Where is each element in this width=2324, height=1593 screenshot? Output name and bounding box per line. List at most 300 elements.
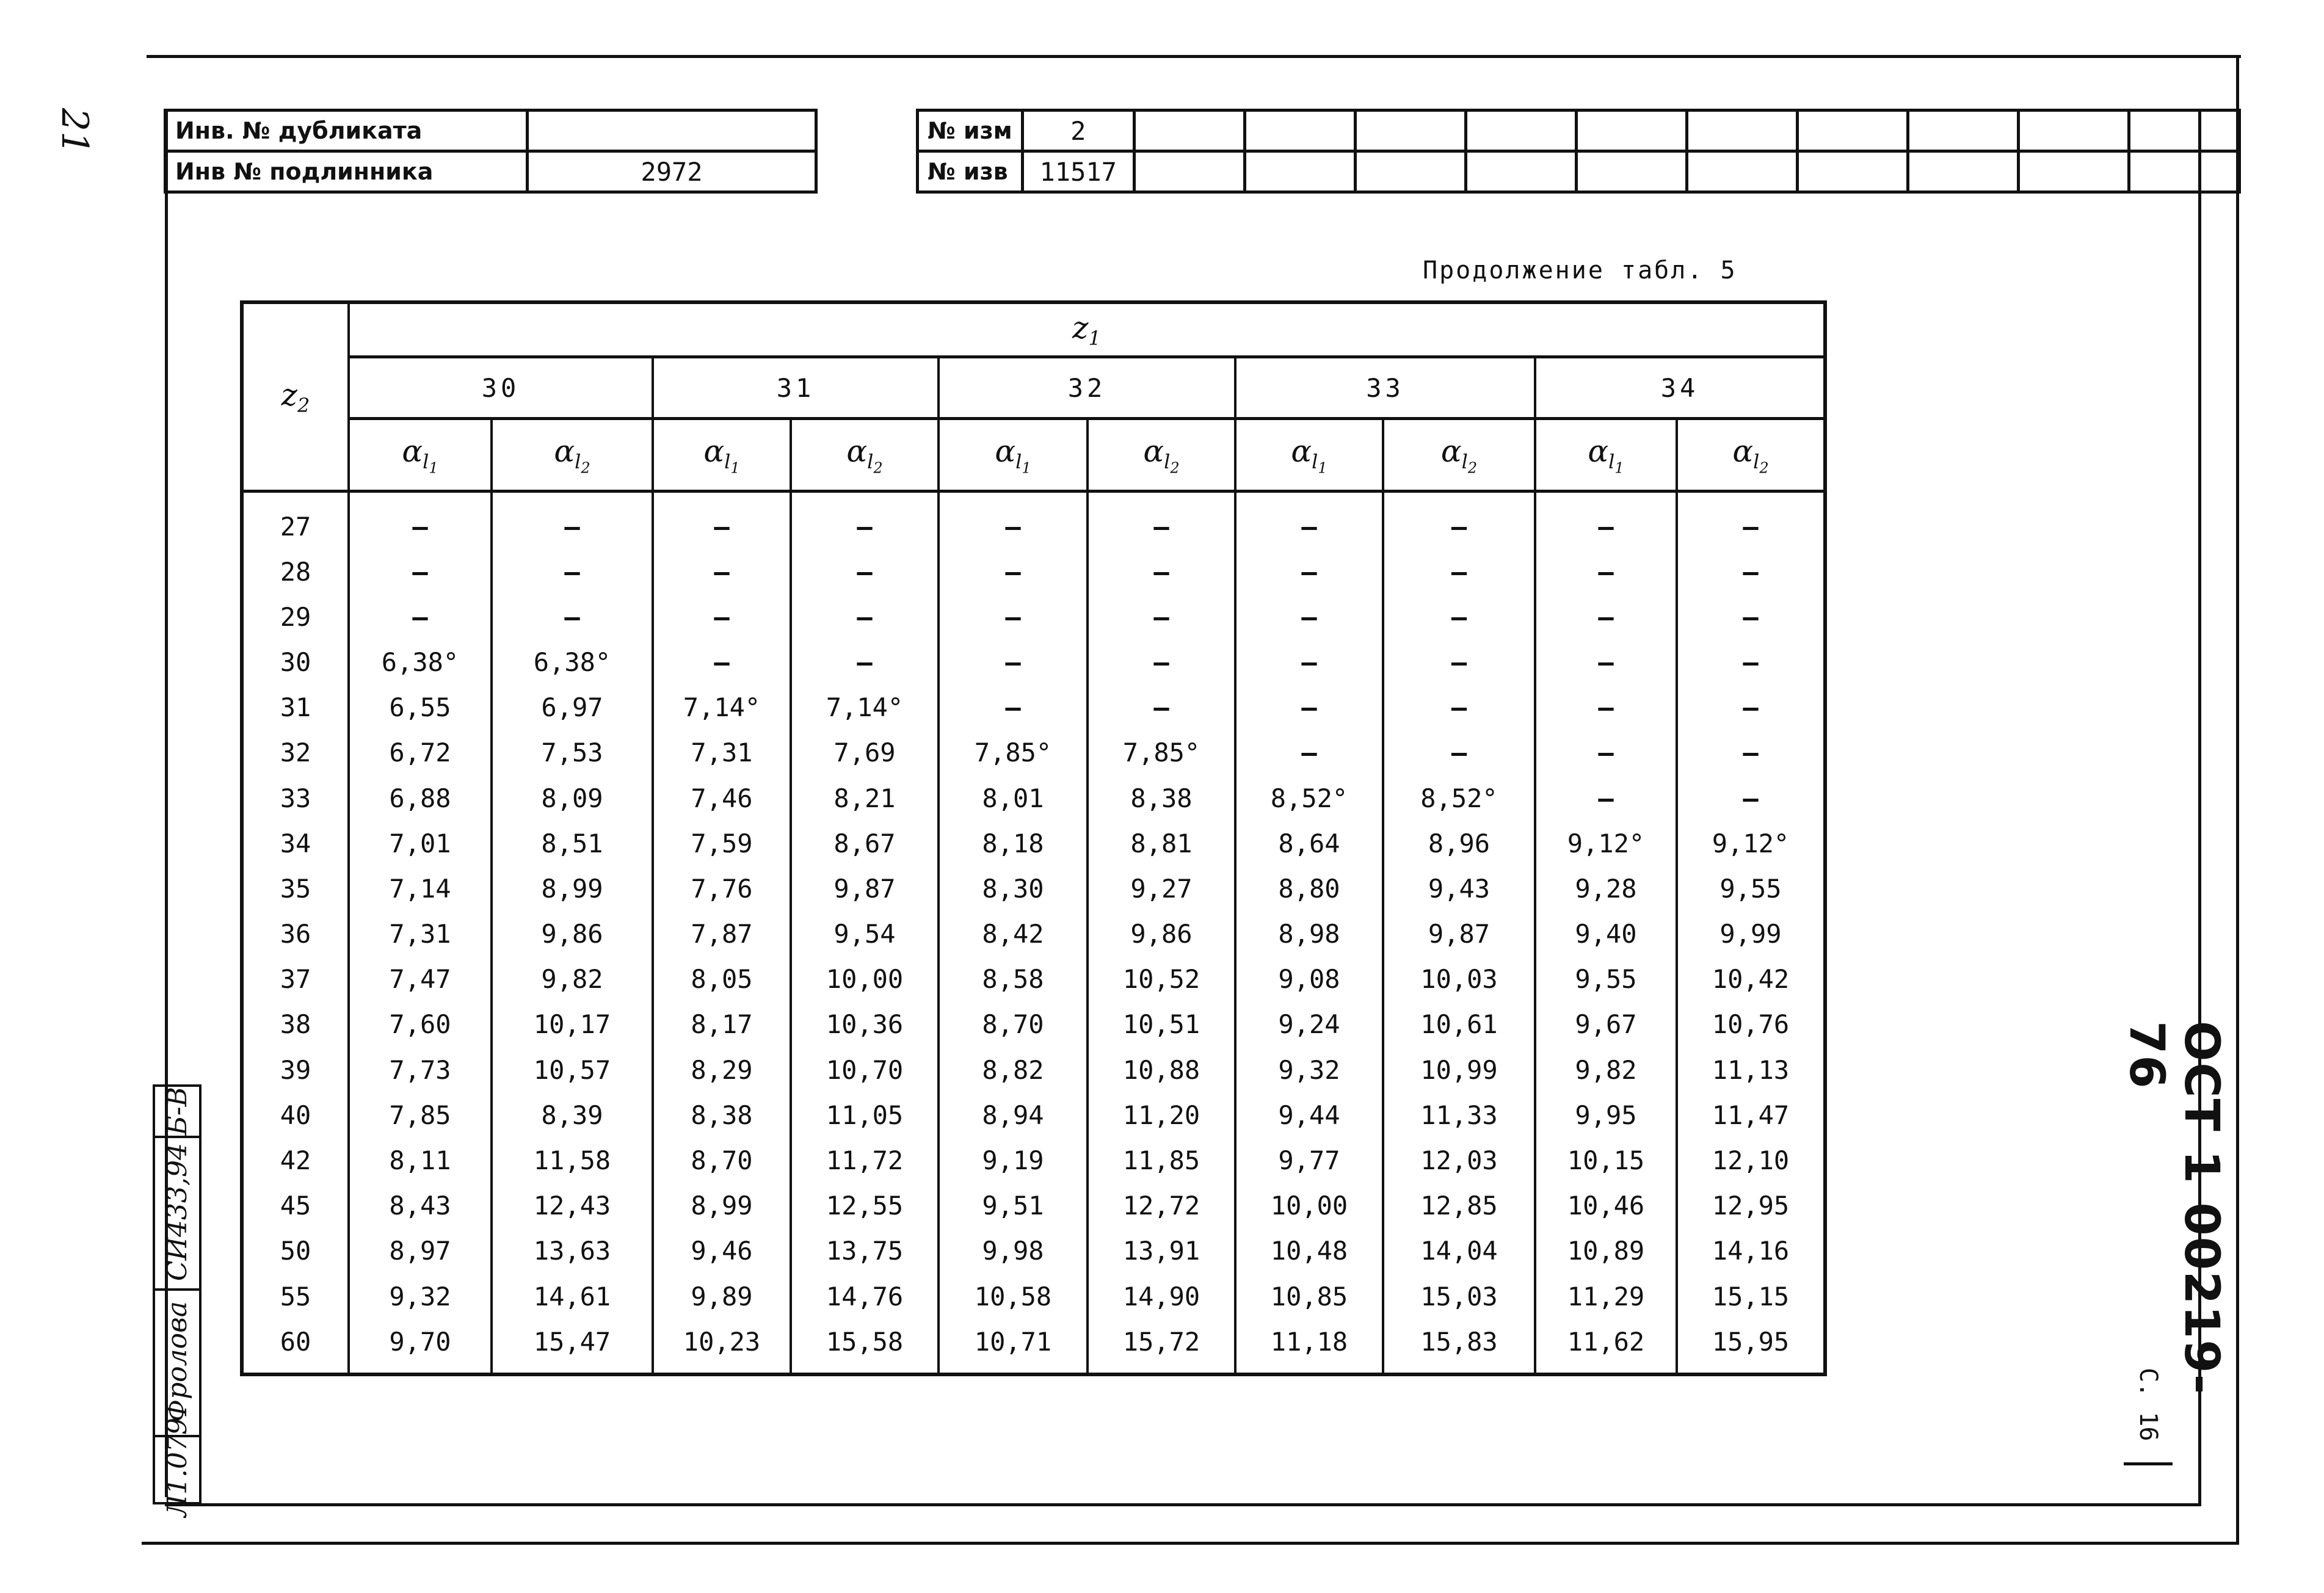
alpha-value: 13,91 — [1088, 1228, 1235, 1274]
table-row — [242, 639, 1825, 684]
alpha-value: – — [349, 492, 492, 550]
alpha-value: 9,55 — [1535, 957, 1677, 1002]
empty-cell — [1797, 111, 1908, 151]
alpha-value: 10,03 — [1383, 957, 1535, 1002]
alpha-value: 12,55 — [791, 1183, 939, 1228]
alpha-value: 8,96 — [1383, 821, 1535, 866]
alpha-value: 8,17 — [653, 1002, 791, 1047]
alpha-value: 9,51 — [939, 1183, 1088, 1228]
alpha-value: 15,03 — [1383, 1274, 1535, 1319]
alpha-value: – — [791, 492, 939, 550]
z2-value: 37 — [242, 957, 349, 1002]
alpha-value: 8,52° — [1235, 775, 1383, 821]
alpha-value: – — [1383, 639, 1535, 684]
table-row — [242, 1092, 1825, 1138]
alpha-value: 10,48 — [1235, 1228, 1383, 1274]
meta-label: № изм — [918, 111, 1023, 151]
z2-value: 50 — [242, 1228, 349, 1274]
alpha-value: – — [1677, 730, 1825, 775]
z2-value: 28 — [242, 549, 349, 594]
alpha-value: 13,75 — [791, 1228, 939, 1274]
meta-value — [528, 111, 816, 151]
alpha-value: – — [1535, 639, 1677, 684]
table-row — [242, 492, 1825, 550]
alpha-value: 8,99 — [653, 1183, 791, 1228]
symbol-base: α — [554, 433, 575, 469]
alpha-value: 8,94 — [939, 1092, 1088, 1138]
alpha-value: – — [939, 685, 1088, 730]
alpha-value: 7,31 — [349, 912, 492, 957]
empty-cell — [1355, 151, 1465, 192]
alpha-value: 8,01 — [939, 775, 1088, 821]
alpha-value: 10,23 — [653, 1319, 791, 1374]
alpha-value: – — [1088, 492, 1235, 550]
meta-row-duplicate — [165, 111, 816, 151]
alpha-value: 11,58 — [492, 1138, 653, 1183]
stamp-text: СИ433,94 — [161, 1143, 193, 1281]
z1-header — [349, 302, 1825, 357]
meta-row-change — [918, 111, 2240, 151]
alpha-value: 10,51 — [1088, 1002, 1235, 1047]
table-row — [242, 1002, 1825, 1047]
alpha-value: – — [939, 639, 1088, 684]
alpha-value: 9,24 — [1235, 1002, 1383, 1047]
alpha-value: 10,88 — [1088, 1047, 1235, 1092]
meta-row-original — [165, 151, 816, 192]
alpha-value: 10,52 — [1088, 957, 1235, 1002]
symbol-base: α — [1440, 433, 1462, 469]
header-row-z1 — [242, 302, 1825, 357]
empty-cell — [1576, 111, 1687, 151]
z2-value: 42 — [242, 1138, 349, 1183]
alpha-value: 15,95 — [1677, 1319, 1825, 1374]
alpha-value: 9,70 — [349, 1319, 492, 1374]
table-row — [242, 685, 1825, 730]
z2-symbol — [281, 377, 310, 417]
alpha-value: – — [492, 492, 653, 550]
alpha-symbol — [1732, 433, 1769, 477]
table-row — [242, 594, 1825, 639]
alpha-value: – — [1677, 594, 1825, 639]
table-row — [242, 1274, 1825, 1319]
symbol-base: α — [1143, 433, 1164, 469]
symbol-subscript: l — [1312, 449, 1318, 473]
alpha-value: – — [939, 594, 1088, 639]
alpha-value: 14,76 — [791, 1274, 939, 1319]
table-row — [242, 549, 1825, 594]
alpha-value: 8,70 — [653, 1138, 791, 1183]
symbol-sub-subscript: 1 — [730, 459, 740, 477]
alpha-value: 15,58 — [791, 1319, 939, 1374]
alpha-value: 14,16 — [1677, 1228, 1825, 1274]
empty-cell — [1908, 111, 2018, 151]
alpha-value: 10,70 — [791, 1047, 939, 1092]
table-row — [242, 821, 1825, 866]
alpha-symbol — [703, 433, 740, 477]
alpha-symbol — [1143, 433, 1180, 477]
empty-cell — [1244, 111, 1355, 151]
symbol-subscript: l — [867, 449, 874, 473]
frame-bottom-inner-line — [165, 1503, 2201, 1506]
alpha-value: – — [1535, 730, 1677, 775]
alpha-value: 8,81 — [1088, 821, 1235, 866]
alpha-value: 11,47 — [1677, 1092, 1825, 1138]
alpha-value: 9,12° — [1535, 821, 1677, 866]
alpha-value: 15,83 — [1383, 1319, 1535, 1374]
empty-cell — [1465, 111, 1576, 151]
alpha-value: 8,82 — [939, 1047, 1088, 1092]
alpha-value: 6,88 — [349, 775, 492, 821]
symbol-subscript: l — [423, 449, 429, 473]
alpha-value: 7,59 — [653, 821, 791, 866]
alpha-value: – — [492, 549, 653, 594]
table-row — [242, 1228, 1825, 1274]
alpha-value: 7,85 — [349, 1092, 492, 1138]
alpha-header — [939, 419, 1088, 492]
table-row — [242, 730, 1825, 775]
alpha-value: – — [1383, 492, 1535, 550]
alpha-value: – — [1088, 549, 1235, 594]
symbol-sub-subscript: 2 — [1759, 459, 1769, 477]
alpha-symbol — [1440, 433, 1478, 477]
alpha-value: 9,87 — [1383, 912, 1535, 957]
alpha-value: – — [1088, 594, 1235, 639]
alpha-header — [1235, 419, 1383, 492]
symbol-subscript: l — [575, 449, 581, 473]
symbol-subscript: l — [1461, 449, 1468, 473]
alpha-header — [492, 419, 653, 492]
symbol-sub-subscript: 1 — [429, 459, 438, 477]
symbol-sub-subscript: 2 — [581, 459, 590, 477]
alpha-value: 6,97 — [492, 685, 653, 730]
alpha-value: 11,29 — [1535, 1274, 1677, 1319]
alpha-value: 8,09 — [492, 775, 653, 821]
alpha-value: – — [1383, 685, 1535, 730]
alpha-value: 8,58 — [939, 957, 1088, 1002]
empty-cell — [1797, 151, 1908, 192]
alpha-symbol — [846, 433, 883, 477]
meta-label: Инв. № дубликата — [165, 111, 528, 151]
data-table — [240, 300, 1827, 1376]
alpha-value: 9,43 — [1383, 866, 1535, 911]
alpha-value: 9,87 — [791, 866, 939, 911]
alpha-value: 9,08 — [1235, 957, 1383, 1002]
alpha-value: 7,73 — [349, 1047, 492, 1092]
alpha-value: 8,64 — [1235, 821, 1383, 866]
empty-cell — [1355, 111, 1465, 151]
alpha-value: 9,77 — [1235, 1138, 1383, 1183]
z2-value: 36 — [242, 912, 349, 957]
header-row-alpha — [242, 419, 1825, 492]
alpha-value: 12,03 — [1383, 1138, 1535, 1183]
alpha-value: 7,76 — [653, 866, 791, 911]
symbol-sub-subscript: 2 — [873, 459, 883, 477]
alpha-value: 6,38° — [349, 639, 492, 684]
change-notice-table — [916, 109, 2241, 194]
table-row — [242, 1047, 1825, 1092]
stamp-cell — [155, 1417, 199, 1517]
alpha-value: – — [1677, 639, 1825, 684]
symbol-sub-subscript: 1 — [1022, 459, 1031, 477]
alpha-value: 10,46 — [1535, 1183, 1677, 1228]
alpha-value: 9,27 — [1088, 866, 1235, 911]
alpha-value: 9,12° — [1677, 821, 1825, 866]
alpha-value: 10,17 — [492, 1002, 653, 1047]
alpha-value: 7,14 — [349, 866, 492, 911]
alpha-value: – — [1535, 594, 1677, 639]
alpha-value: – — [1235, 492, 1383, 550]
z2-value: 31 — [242, 685, 349, 730]
alpha-value: 8,21 — [791, 775, 939, 821]
empty-cell — [1244, 151, 1355, 192]
alpha-value: 9,82 — [492, 957, 653, 1002]
z2-value: 34 — [242, 821, 349, 866]
alpha-value: – — [1535, 492, 1677, 550]
alpha-value: 8,39 — [492, 1092, 653, 1138]
alpha-value: 8,97 — [349, 1228, 492, 1274]
z2-value: 45 — [242, 1183, 349, 1228]
alpha-value: – — [653, 639, 791, 684]
meta-value: 2972 — [528, 151, 816, 192]
meta-label: Инв № подлинника — [165, 151, 528, 192]
alpha-value: 12,95 — [1677, 1183, 1825, 1228]
stamp-cell — [155, 1087, 199, 1138]
alpha-value: 15,47 — [492, 1319, 653, 1374]
alpha-symbol — [1291, 433, 1327, 477]
alpha-value: 9,40 — [1535, 912, 1677, 957]
alpha-value: – — [1677, 685, 1825, 730]
alpha-value: 8,99 — [492, 866, 653, 911]
alpha-value: 9,32 — [349, 1274, 492, 1319]
alpha-value: – — [349, 549, 492, 594]
alpha-value: 9,98 — [939, 1228, 1088, 1274]
stamp-text: Л1.079 — [161, 1417, 193, 1517]
alpha-value: – — [939, 492, 1088, 550]
alpha-value: 9,86 — [1088, 912, 1235, 957]
alpha-value: – — [1088, 639, 1235, 684]
alpha-value: 8,18 — [939, 821, 1088, 866]
alpha-value: 13,63 — [492, 1228, 653, 1274]
alpha-value: – — [1235, 730, 1383, 775]
alpha-value: 10,58 — [939, 1274, 1088, 1319]
empty-cell — [2129, 151, 2239, 192]
alpha-value: 6,72 — [349, 730, 492, 775]
alpha-value: 9,82 — [1535, 1047, 1677, 1092]
alpha-value: 10,89 — [1535, 1228, 1677, 1274]
alpha-value: 7,01 — [349, 821, 492, 866]
alpha-value: 9,19 — [939, 1138, 1088, 1183]
symbol-subscript: l — [1608, 449, 1615, 473]
alpha-value: 10,00 — [791, 957, 939, 1002]
symbol-subscript: 1 — [1088, 326, 1101, 350]
alpha-value: 12,43 — [492, 1183, 653, 1228]
empty-cell — [1576, 151, 1687, 192]
alpha-value: 12,72 — [1088, 1183, 1235, 1228]
alpha-value: 9,46 — [653, 1228, 791, 1274]
symbol-sub-subscript: 2 — [1467, 459, 1478, 477]
alpha-value: – — [1535, 549, 1677, 594]
meta-row-notice — [918, 151, 2240, 192]
table-row — [242, 1138, 1825, 1183]
z1-symbol — [1072, 310, 1101, 350]
alpha-symbol — [402, 433, 438, 477]
z2-value: 55 — [242, 1274, 349, 1319]
group-header: 34 — [1535, 357, 1825, 419]
alpha-value: – — [791, 549, 939, 594]
alpha-value: 10,99 — [1383, 1047, 1535, 1092]
alpha-value: 9,54 — [791, 912, 939, 957]
alpha-header — [1677, 419, 1825, 492]
meta-value: 11517 — [1022, 151, 1134, 192]
alpha-value: – — [1677, 492, 1825, 550]
table-row — [242, 1319, 1825, 1374]
alpha-value: – — [1235, 639, 1383, 684]
alpha-value: – — [1535, 685, 1677, 730]
alpha-value: 8,38 — [653, 1092, 791, 1138]
alpha-value: 7,87 — [653, 912, 791, 957]
alpha-header — [349, 419, 492, 492]
alpha-value: 8,05 — [653, 957, 791, 1002]
alpha-value: 9,67 — [1535, 1002, 1677, 1047]
symbol-base: z — [281, 377, 297, 413]
group-header: 30 — [349, 357, 653, 419]
stamp-text: Фролова — [161, 1301, 193, 1422]
alpha-value: 11,33 — [1383, 1092, 1535, 1138]
z2-value: 60 — [242, 1319, 349, 1374]
alpha-value: 8,70 — [939, 1002, 1088, 1047]
alpha-value: – — [791, 639, 939, 684]
alpha-value: – — [1383, 549, 1535, 594]
empty-cell — [1908, 151, 2018, 192]
alpha-value: 10,57 — [492, 1047, 653, 1092]
alpha-value: 8,38 — [1088, 775, 1235, 821]
alpha-value: 9,44 — [1235, 1092, 1383, 1138]
z2-value: 27 — [242, 492, 349, 550]
alpha-value: 8,43 — [349, 1183, 492, 1228]
alpha-value: 14,90 — [1088, 1274, 1235, 1319]
alpha-value: 11,18 — [1235, 1319, 1383, 1374]
table-row — [242, 775, 1825, 821]
alpha-value: 8,80 — [1235, 866, 1383, 911]
alpha-value: 14,04 — [1383, 1228, 1535, 1274]
alpha-header — [1088, 419, 1235, 492]
alpha-value: 7,14° — [653, 685, 791, 730]
alpha-value: 11,85 — [1088, 1138, 1235, 1183]
alpha-value: 7,60 — [349, 1002, 492, 1047]
alpha-value: 7,53 — [492, 730, 653, 775]
meta-label: № изв — [918, 151, 1023, 192]
alpha-value: – — [1235, 594, 1383, 639]
standard-designation: ОСТ 1 00219-76 — [2119, 1021, 2229, 1396]
alpha-value: – — [653, 594, 791, 639]
symbol-sub-subscript: 2 — [1170, 459, 1180, 477]
table-row — [242, 866, 1825, 911]
alpha-value: 6,55 — [349, 685, 492, 730]
symbol-base: α — [703, 433, 725, 469]
alpha-value: 7,46 — [653, 775, 791, 821]
alpha-header — [1383, 419, 1535, 492]
alpha-value: 8,52° — [1383, 775, 1535, 821]
table-row — [242, 1183, 1825, 1228]
z2-value: 29 — [242, 594, 349, 639]
alpha-value: 7,14° — [791, 685, 939, 730]
z2-value: 33 — [242, 775, 349, 821]
alpha-value: – — [1383, 594, 1535, 639]
alpha-value: 10,00 — [1235, 1183, 1383, 1228]
alpha-value: – — [791, 594, 939, 639]
frame-top-line — [147, 55, 2241, 58]
symbol-base: α — [1291, 433, 1312, 469]
alpha-value: – — [1677, 549, 1825, 594]
symbol-base: α — [995, 433, 1016, 469]
alpha-value: – — [492, 594, 653, 639]
symbol-subscript: l — [1164, 449, 1171, 473]
alpha-value: 15,72 — [1088, 1319, 1235, 1374]
alpha-value: 8,51 — [492, 821, 653, 866]
alpha-value: 8,67 — [791, 821, 939, 866]
alpha-value: 11,72 — [791, 1138, 939, 1183]
table-caption: Продолжение табл. 5 — [1423, 256, 1737, 285]
standard-underline — [2124, 1462, 2173, 1465]
alpha-header — [653, 419, 791, 492]
alpha-value: 8,42 — [939, 912, 1088, 957]
alpha-value: 10,15 — [1535, 1138, 1677, 1183]
alpha-value: – — [1383, 730, 1535, 775]
empty-cell — [1134, 111, 1244, 151]
empty-cell — [2018, 151, 2129, 192]
alpha-value: 6,38° — [492, 639, 653, 684]
empty-cell — [2129, 111, 2239, 151]
alpha-value: 7,47 — [349, 957, 492, 1002]
alpha-value: 9,32 — [1235, 1047, 1383, 1092]
alpha-value: – — [653, 492, 791, 550]
z2-value: 35 — [242, 866, 349, 911]
frame-right-outer-line — [2236, 55, 2239, 1545]
alpha-value: 14,61 — [492, 1274, 653, 1319]
duplicate-original-table — [164, 109, 818, 194]
symbol-subscript: l — [1015, 449, 1022, 473]
symbol-base: α — [1732, 433, 1754, 469]
alpha-value: 9,95 — [1535, 1092, 1677, 1138]
alpha-value: 10,85 — [1235, 1274, 1383, 1319]
stamp-cell — [155, 1136, 199, 1291]
alpha-value: 10,61 — [1383, 1002, 1535, 1047]
alpha-symbol — [995, 433, 1031, 477]
alpha-value: 8,98 — [1235, 912, 1383, 957]
alpha-value: 12,85 — [1383, 1183, 1535, 1228]
alpha-value: – — [1235, 549, 1383, 594]
empty-cell — [1134, 151, 1244, 192]
symbol-base: α — [402, 433, 423, 469]
symbol-subscript: l — [1753, 449, 1760, 473]
alpha-value: 8,30 — [939, 866, 1088, 911]
alpha-value: 8,11 — [349, 1138, 492, 1183]
stamp-text: Б-В — [161, 1087, 193, 1136]
alpha-value: 7,85° — [939, 730, 1088, 775]
alpha-value: 15,15 — [1677, 1274, 1825, 1319]
symbol-base: α — [846, 433, 868, 469]
symbol-base: z — [1072, 310, 1089, 346]
alpha-value: 10,36 — [791, 1002, 939, 1047]
header-row-groups — [242, 357, 1825, 419]
alpha-value: 11,13 — [1677, 1047, 1825, 1092]
page-number: С. 16 — [2134, 1368, 2162, 1442]
table-row — [242, 912, 1825, 957]
empty-cell — [1687, 151, 1797, 192]
group-header: 33 — [1235, 357, 1535, 419]
z2-value: 30 — [242, 639, 349, 684]
alpha-header — [791, 419, 939, 492]
